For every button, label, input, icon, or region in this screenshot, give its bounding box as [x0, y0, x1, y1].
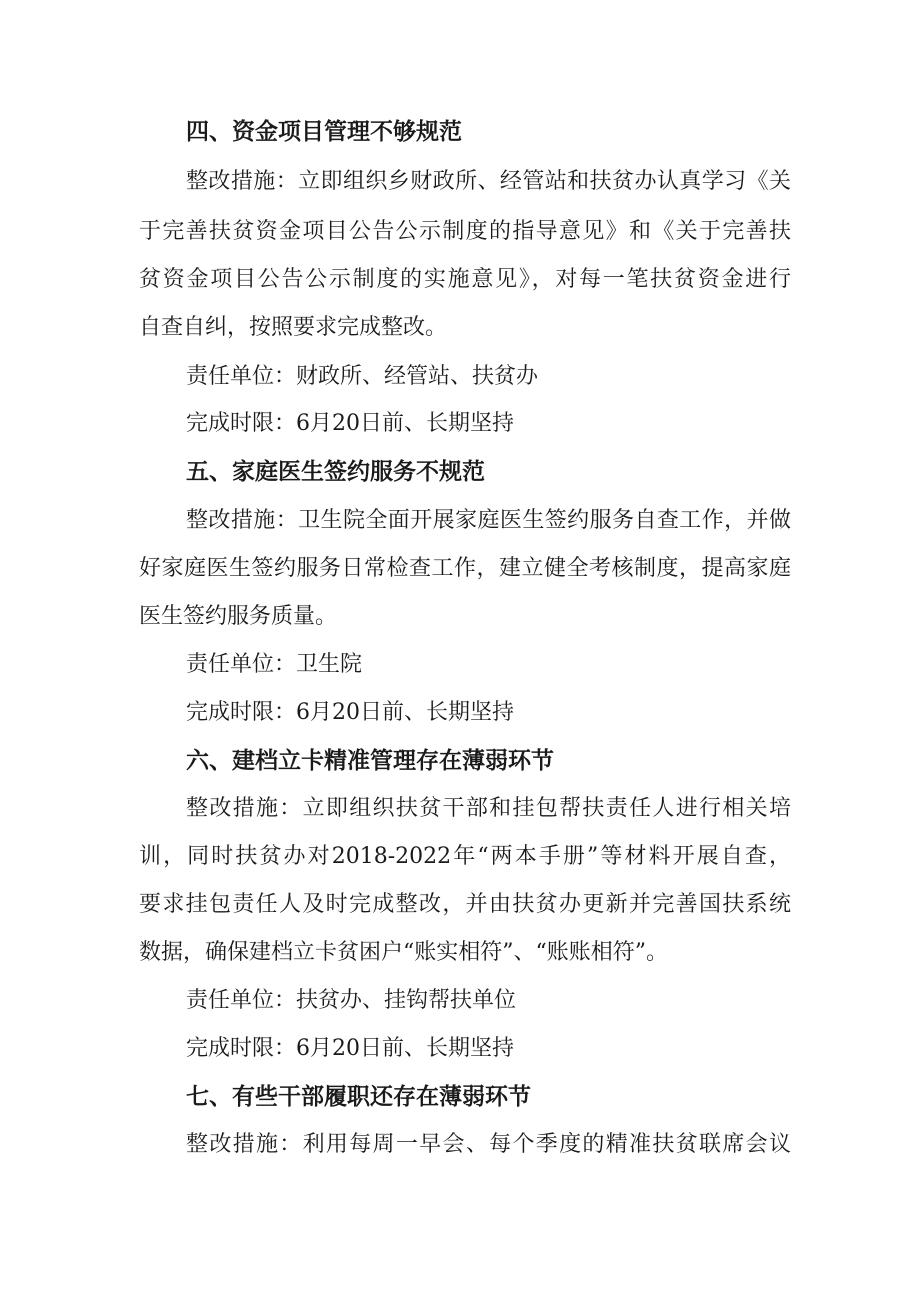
measures-line: 整改措施：卫生院全面开展家庭医生签约服务自查工作，并做 [186, 508, 791, 533]
measures-line: 要求挂包责任人及时完成整改，并由扶贫办更新并完善国扶系统 [139, 892, 791, 917]
measures-line: 训，同时扶贫办对2018-2022年“两本手册”等材料开展自查， [139, 844, 791, 869]
measures-line: 整改措施：立即组织扶贫干部和挂包帮扶责任人进行相关培 [186, 796, 791, 821]
measures-line: 医生签约服务质量。 [139, 604, 338, 629]
responsible-unit: 责任单位：卫生院 [186, 652, 363, 677]
measures-line: 贫资金项目公告公示制度的实施意见》，对每一笔扶贫资金进行 [139, 267, 791, 292]
section-heading: 五、家庭医生签约服务不规范 [186, 459, 485, 485]
measures-line: 于完善扶贫资金项目公告公示制度的指导意见》和《关于完善扶 [139, 219, 791, 244]
measures-line: 数据，确保建档立卡贫困户“账实相符”、“账账相符”。 [139, 940, 668, 965]
measures-line: 整改措施：利用每周一早会、每个季度的精准扶贫联席会议 [186, 1132, 791, 1157]
section-heading: 四、资金项目管理不够规范 [186, 119, 462, 145]
measures-line: 好家庭医生签约服务日常检查工作，建立健全考核制度，提高家庭 [139, 556, 791, 581]
measures-line: 整改措施：立即组织乡财政所、经管站和扶贫办认真学习《关 [186, 169, 791, 194]
section-heading: 七、有些干部履职还存在薄弱环节 [186, 1084, 531, 1110]
deadline: 完成时限：6月20日前、长期坚持 [186, 700, 514, 725]
deadline: 完成时限：6月20日前、长期坚持 [186, 1036, 514, 1061]
measures-line: 自查自纠，按照要求完成整改。 [139, 315, 448, 340]
responsible-unit: 责任单位：财政所、经管站、扶贫办 [186, 364, 539, 389]
section-heading: 六、建档立卡精准管理存在薄弱环节 [186, 748, 554, 774]
responsible-unit: 责任单位：扶贫办、挂钩帮扶单位 [186, 988, 517, 1013]
deadline: 完成时限：6月20日前、长期坚持 [186, 411, 514, 436]
